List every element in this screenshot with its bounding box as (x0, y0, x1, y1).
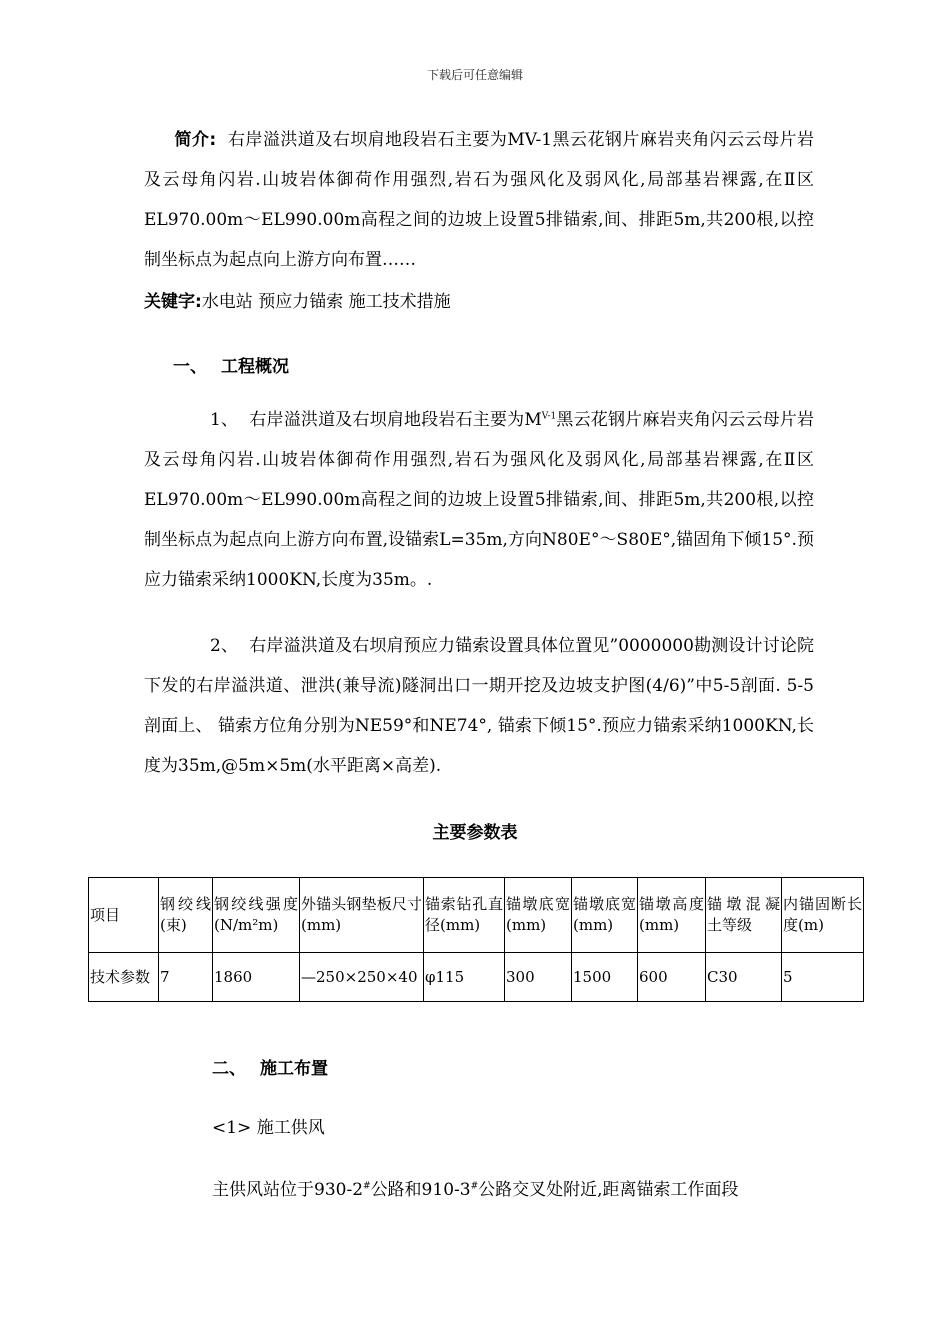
table-title: 主要参数表 (432, 823, 518, 843)
item-1-text-b: 黑云花钢片麻岩夹角闪云云母片岩及云母角闪岩.山坡岩体御荷作用强烈,岩石为强风化及弱风化,局部基岩裸露,在Ⅱ区EL970.00m～EL990.00m高程之间的边坡上设置5排锚索,间、排距5m,共200根,以控制坐标点为起点向上游方向布置,设锚索L=35m,方向N80E°～S80E°,锚固角下倾15°.预应力锚索采纳1000KN,长度为35m。. (144, 410, 815, 590)
table-header-cell: 锚墩高度(mm) (638, 878, 706, 953)
table-header-cell: 锚墩底宽(mm) (572, 878, 638, 953)
table-header-cell: 外锚头钢垫板尺寸(mm) (300, 878, 424, 953)
table-header-cell: 锚墩底宽(mm) (505, 878, 572, 953)
table-header-cell: 锚墩混凝土等级 (706, 878, 782, 953)
table-cell: 1860 (213, 953, 300, 1002)
table-cell: 1500 (572, 953, 638, 1002)
wind-text-c: 公路交叉处附近,距离锚索工作面段 (478, 1180, 739, 1200)
item-1-number: 1、 (210, 410, 239, 430)
section-2-title: 施工布置 (260, 1059, 328, 1079)
wind-superscript-2: # (470, 1181, 479, 1192)
wind-supply-paragraph (212, 1175, 739, 1200)
table-header-cell: 内锚固断长度(m) (782, 878, 864, 953)
item-2-text: 右岸溢洪道及右坝肩预应力锚索设置具体位置见”0000000勘测设计讨论院下发的右岸溢洪道、泄洪(兼导流)隧洞出口一期开挖及边坡支护图(4/6)”中5-5剖面. 5-5剖面上、 锚索方位角分别为NE59°和NE74°, 锚索下倾15°.预应力锚索采纳1000KN,长度为35m,@5m×5m(水平距离×高差). (144, 636, 815, 776)
table-cell: 300 (505, 953, 572, 1002)
item-2-number: 2、 (210, 636, 239, 656)
item-1-text-a: 右岸溢洪道及右坝肩地段岩石主要为M (249, 410, 542, 430)
section-1-title: 工程概况 (221, 357, 289, 377)
header-note: 下载后可任意编辑 (426, 68, 523, 82)
table-cell: C30 (706, 953, 782, 1002)
table-header-cell: 项目 (89, 878, 159, 953)
abstract-text: 右岸溢洪道及右坝肩地段岩石主要为MV-1黑云花钢片麻岩夹角闪云云母片岩及云母角闪岩.山坡岩体御荷作用强烈,岩石为强风化及弱风化,局部基岩裸露,在Ⅱ区EL970.00m～EL990.00m高程之间的边坡上设置5排锚索,间、排距5m,共200根,以控制坐标点为起点向上游方向布置…… (144, 130, 815, 270)
subsection-1-title: <1> 施工供风 (212, 1118, 325, 1138)
table-cell: 600 (638, 953, 706, 1002)
keywords-paragraph (144, 282, 814, 322)
table-cell: 5 (782, 953, 864, 1002)
table-cell: —250×250×40 (300, 953, 424, 1002)
table-cell: φ115 (424, 953, 505, 1002)
keywords-label: 关键字: (144, 292, 202, 312)
keywords-text: 水电站 预应力锚索 施工技术措施 (201, 292, 451, 312)
item-1-paragraph (144, 400, 814, 600)
abstract-paragraph (144, 120, 814, 280)
wind-text-a: 主供风站位于930-2 (212, 1180, 364, 1200)
table-header-cell: 钢绞线强度(N/m²m) (213, 878, 300, 953)
abstract-label: 简介: (174, 130, 217, 150)
section-1-number: 一、 (173, 357, 207, 377)
parameters-table (88, 877, 864, 1002)
table-header-row (89, 878, 864, 953)
table-header-cell: 锚索钻孔直径(mm) (424, 878, 505, 953)
table-row (89, 953, 864, 1002)
item-2-paragraph (144, 626, 814, 786)
table-cell: 7 (159, 953, 213, 1002)
section-2-number: 二、 (212, 1059, 246, 1079)
wind-text-b: 公路和910-3 (370, 1180, 471, 1200)
section-2-heading (212, 1054, 328, 1079)
table-header-cell: 钢绞线(束) (159, 878, 213, 953)
item-1-superscript: V-1 (541, 411, 557, 422)
table-cell: 技术参数 (89, 953, 159, 1002)
wind-superscript-1: # (363, 1181, 371, 1192)
section-1-heading (173, 352, 289, 377)
